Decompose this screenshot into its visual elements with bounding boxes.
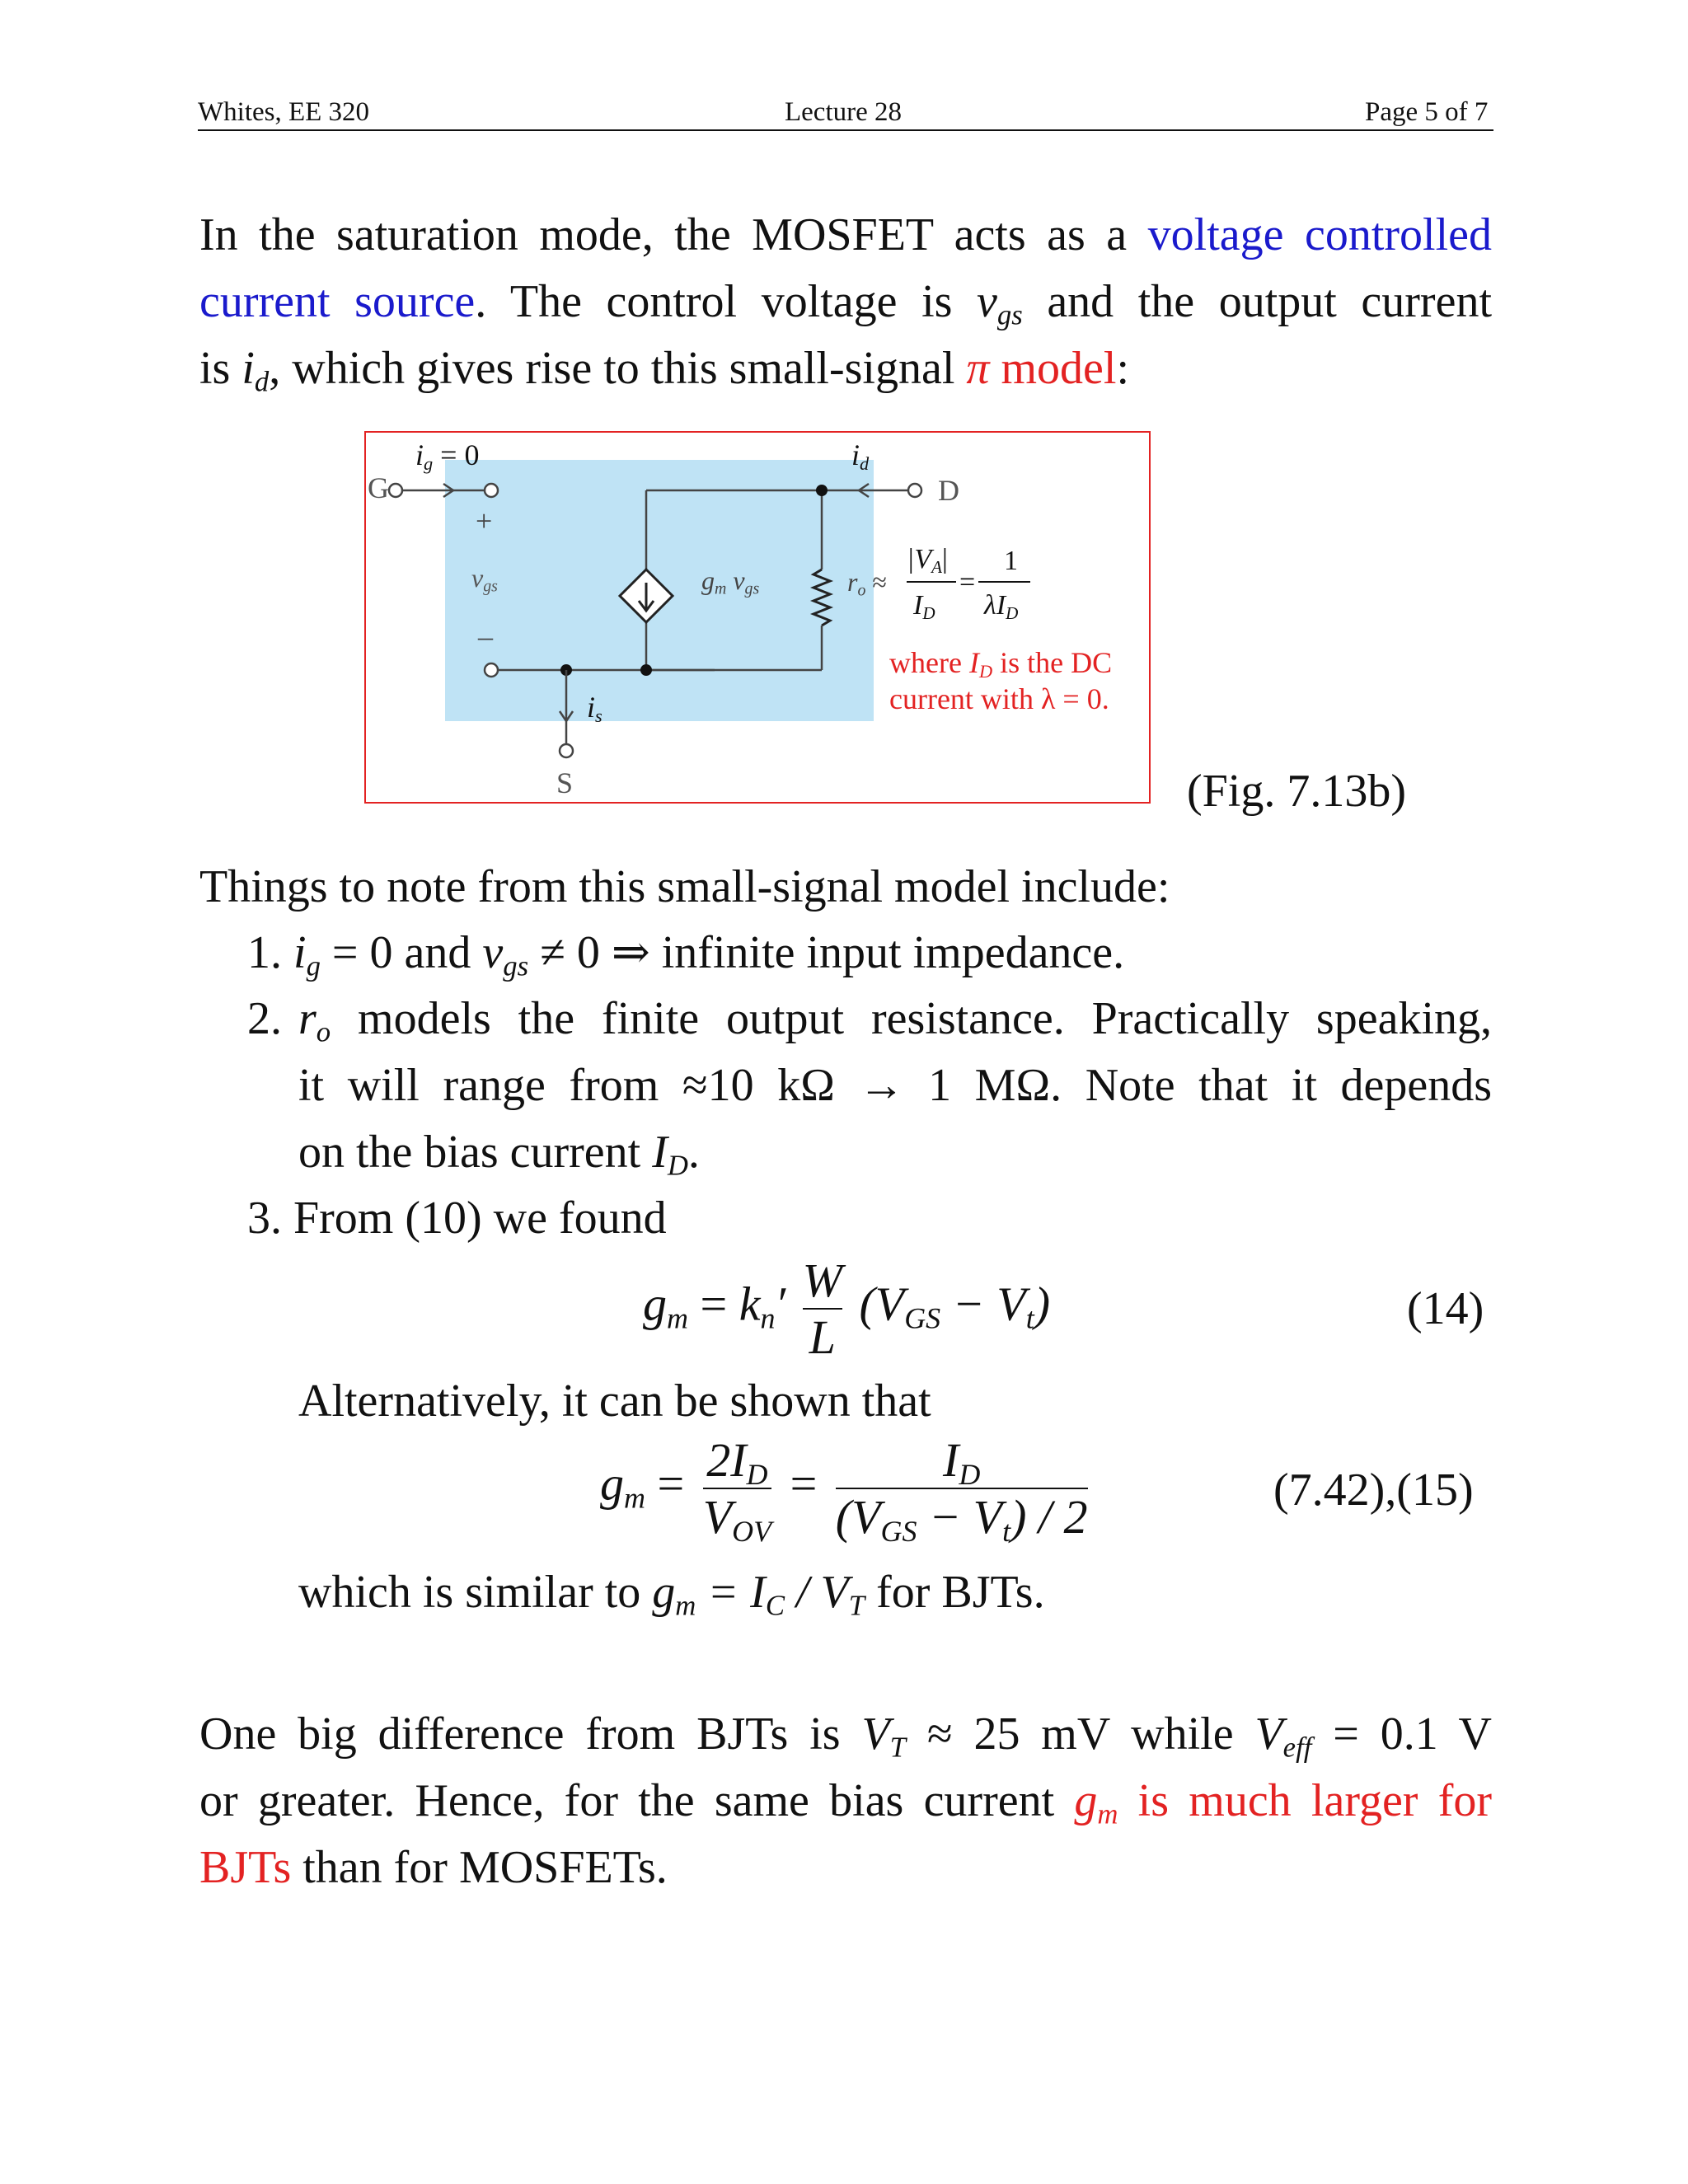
intro-subscript: d [254, 365, 270, 398]
closing-line-3: BJTs than for MOSFETs. [199, 1842, 668, 1893]
gate-label: G [368, 471, 389, 504]
note-item-3: 3. From (10) we found [247, 1193, 667, 1244]
header-page-number: Page 5 of 7 [1365, 97, 1489, 127]
source-terminal [560, 744, 573, 757]
intro-text: , which gives rise to this small-signal [269, 343, 967, 394]
bottom-junction [640, 664, 652, 676]
similarity-text: which is similar to $g_m = I_C / V_T$ for BJTs. [298, 1567, 1045, 1622]
figure-note-line-2: current with λ = 0. [889, 682, 1109, 715]
source-label: S [556, 766, 574, 799]
intro-text: . The control voltage is [475, 276, 978, 327]
vgs-minus: – [478, 620, 493, 653]
intro-line-3 [199, 335, 1492, 402]
alternative-text: Alternatively, it can be shown that [298, 1376, 931, 1427]
intro-text: and the output current [1022, 276, 1492, 327]
circuit-diagram [364, 431, 1151, 804]
intro-symbol: v [977, 276, 997, 327]
source-node [485, 663, 498, 677]
intro-line-2 [199, 269, 1492, 335]
gate-node [485, 484, 498, 497]
closing-line-2: or greater. Hence, for the same bias current $g_m$ is much larger for [199, 1775, 1492, 1830]
note-item-2-line-1: $r_o$ models the finite output resistance. Practically speaking, [298, 993, 1492, 1048]
ro-fraction-1-den: $I_D$ [913, 590, 935, 623]
intro-text: : [1116, 343, 1130, 394]
gm-vgs-label: $g_m$ $v_{gs}$ [701, 565, 760, 598]
equation-15: $g_m$ = $\frac{2I_D}{V_{OV}}$ = $\frac{I_D}{(V_{GS} - V_t) / 2}$ [600, 1433, 1088, 1549]
intro-symbol: i [241, 343, 255, 394]
intro-text: is [199, 343, 242, 394]
closing-paragraph [199, 1701, 1492, 1901]
vgs-label: $v_{gs}$ [471, 563, 498, 596]
ro-fraction-1-num: $|V_A|$ [907, 544, 948, 577]
closing-line-1: One big difference from BJTs is $V_T \approx 25$ mV while $V_{eff} = 0.1$ V [199, 1708, 1492, 1764]
id-label: $i_d$ [851, 438, 870, 475]
note-item-2-line-3: on the bias current $I_D$. [298, 1127, 700, 1182]
notes-intro: Things to note from this small-signal model include: [199, 861, 1170, 912]
intro-highlight: current source [199, 276, 476, 327]
intro-highlight: model [989, 343, 1117, 394]
drain-junction [816, 485, 828, 496]
intro-subscript: gs [996, 298, 1023, 331]
ro-fraction-2-den: $\lambda I_D$ [984, 590, 1019, 623]
ro-fraction-2-num: 1 [1004, 546, 1018, 576]
intro-paragraph [199, 202, 1492, 402]
figure-caption: (Fig. 7.13b) [1187, 766, 1406, 817]
intro-pi: π [966, 343, 990, 394]
equation-15-tag: (7.42),(15) [1273, 1465, 1474, 1516]
equation-14-tag: (14) [1407, 1283, 1484, 1334]
ro-equals: = [959, 567, 976, 598]
drain-label: D [938, 474, 959, 507]
header-course: Whites, EE 320 [198, 97, 370, 127]
note-item-2-number: 2. [247, 993, 282, 1044]
note-item-2 [298, 986, 1492, 1186]
intro-line-1 [199, 202, 1492, 269]
intro-text: In the saturation mode, the MOSFET acts as a [199, 209, 1148, 260]
note-item-2-line-2: it will range from ≈10 kΩ → 1 MΩ. Note that it depends [298, 1060, 1492, 1111]
is-label: $i_s$ [587, 691, 603, 727]
gate-terminal [389, 484, 402, 497]
equation-14: $g_m = k_n'$ $\frac{W}{L}$ $(V_{GS} - V_t)$ [643, 1254, 1051, 1364]
intro-highlight: voltage controlled [1147, 209, 1492, 260]
drain-terminal [908, 484, 921, 497]
figure-note-line-1: where $I_D$ is the DC [889, 646, 1113, 682]
vgs-plus: + [476, 504, 493, 537]
ro-label: $r_o$ ≈ [847, 567, 887, 600]
note-item-1: 1. $i_g = 0$ and $v_{gs} \ne 0$ ⇒ infinite input impedance. [247, 927, 1125, 982]
ig-label: $i_g = 0$ [415, 438, 480, 475]
header-lecture: Lecture 28 [785, 97, 903, 127]
header-rule [198, 129, 1493, 131]
